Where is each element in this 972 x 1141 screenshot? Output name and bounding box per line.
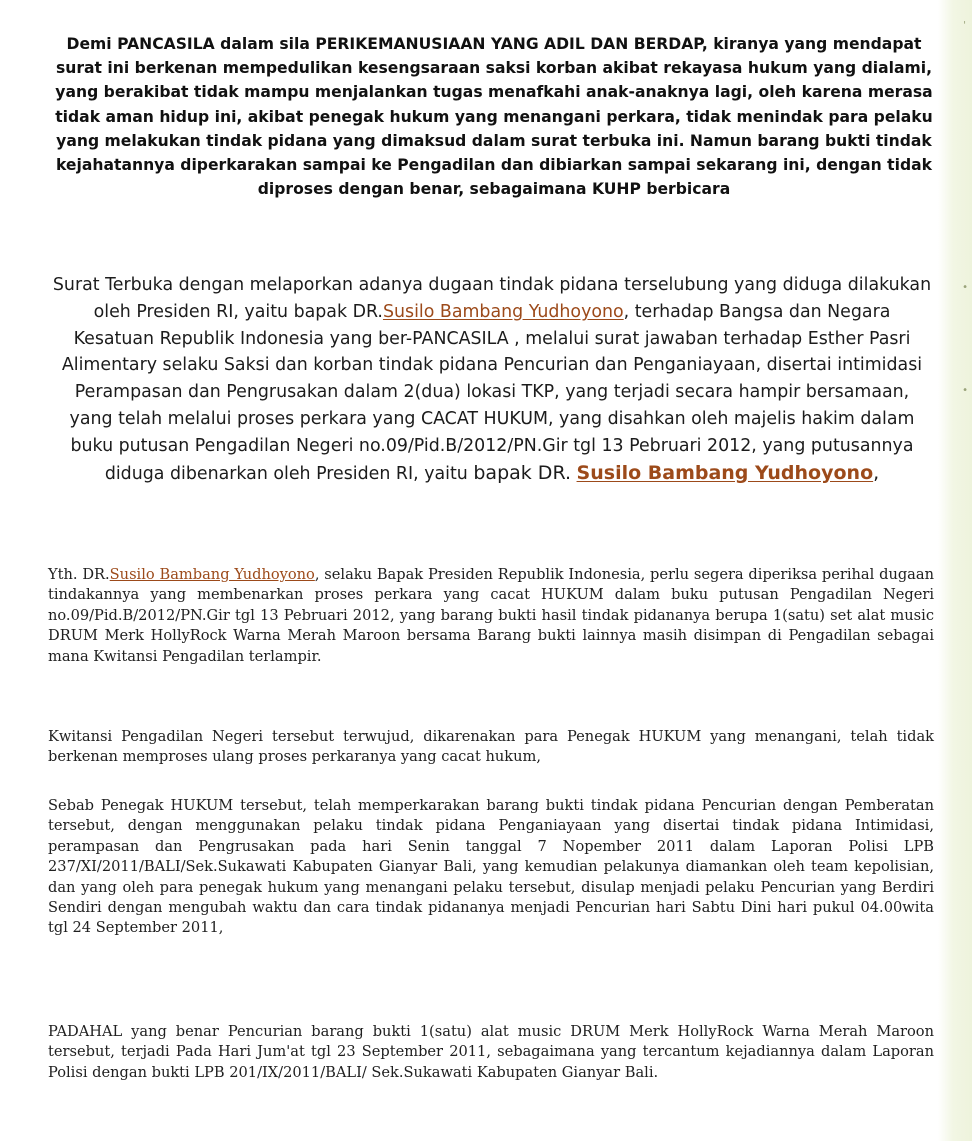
president-name-link[interactable]: Susilo Bambang Yudhoyono (109, 566, 315, 583)
edge-mark: ' (963, 20, 966, 31)
correction-paragraph (48, 1022, 934, 1083)
receipt-text: Kwitansi Pengadilan Negeri tersebut terwujud, dikarenakan para Penegak HUKUM yang menangani, telah tidak berkenan memproses ulang proses perkaranya yang cacat hukum, (48, 728, 934, 766)
open-letter-text: Surat Terbuka dengan melaporkan adanya dugaan tindak pidana terselubung yang diduga dilakukan oleh Presiden RI, yaitu bapak DR. (52, 275, 932, 322)
reason-paragraph (48, 796, 934, 939)
president-name-link[interactable]: Susilo Bambang Yudhoyono (576, 461, 874, 484)
address-paragraph (48, 565, 934, 667)
address-text: , selaku Bapak Presiden Republik Indonesia, perlu segera diperiksa perihal dugaan tindakannya yang membenarkan proses perkara yang cacat HUKUM dalam buku putusan Pengadilan Negeri no.09/Pid.B/2012/PN.Gir tgl 13 Pebruari 2012, yang barang bukti hasil tindak pidananya berupa 1(satu) set alat music DRUM Merk HollyRock Warna Merah Maroon bersama Barang bukti lainnya masih disimpan di Pengadilan sebagai mana Kwitansi Pengadilan terlampir. (48, 566, 934, 665)
open-letter-tail: bapak DR. (473, 461, 572, 484)
intro-paragraph (55, 32, 933, 201)
president-name-link[interactable]: Susilo Bambang Yudhoyono (382, 301, 624, 322)
page-edge-strip (938, 0, 972, 1141)
open-letter-paragraph (52, 272, 932, 487)
open-letter-tail-comma: , (873, 461, 880, 484)
intro-text: Demi PANCASILA dalam sila PERIKEMANUSIAAN YANG ADIL DAN BERDAP, kiranya yang mendapat surat ini berkenan mempedulikan kesengsaraan saksi korban akibat rekayasa hukum yang dialami, yang berakibat tidak mampu menjalankan tugas menafkahi anak-anaknya lagi, oleh karena merasa tidak aman hidup ini, akibat penegak hukum yang menangani perkara, tidak menindak para pelaku yang melakukan tindak pidana yang dimaksud dalam surat terbuka ini. Namun barang bukti tindak kejahatannya diperkarakan sampai ke Pengadilan dan dibiarkan sampai sekarang ini, dengan tidak diproses dengan benar, sebagaimana KUHP berbicara (55, 35, 933, 199)
edge-mark: • (962, 385, 968, 396)
receipt-paragraph (48, 727, 934, 768)
address-text: Yth. DR. (48, 566, 110, 583)
reason-text: Sebab Penegak HUKUM tersebut, telah memperkarakan barang bukti tindak pidana Pencurian dengan Pemberatan tersebut, dengan menggunakan pelaku tindak pidana Penganiayaan yang disertai tindak pidana Intimidasi, perampasan dan Pengrusakan pada hari Senin tanggal 7 Nopember 2011 dalam Laporan Polisi LPB 237/XI/2011/BALI/Sek.Sukawati Kabupaten Gianyar Bali, yang kemudian pelakunya diamankan oleh team kepolisian, dan yang oleh para penegak hukum yang menangani pelaku tersebut, disulap menjadi pelaku Pencurian yang Berdiri Sendiri dengan mengubah waktu dan cara tindak pidananya menjadi Pencurian hari Sabtu Dini hari pukul 04.00wita tgl 24 September 2011, (48, 797, 934, 937)
open-letter-text: , terhadap Bangsa dan Negara Kesatuan Republik Indonesia yang ber-PANCASILA , melalui surat jawaban terhadap Esther Pasri Alimentary selaku Saksi dan korban tindak pidana Pencurian dan Penganiayaan, disertai intimidasi Perampasan dan Pengrusakan dalam 2(dua) lokasi TKP, yang terjadi secara hampir bersamaan, yang telah melalui proses perkara yang CACAT HUKUM, yang disahkan oleh majelis hakim dalam buku putusan Pengadilan Negeri no.09/Pid.B/2012/PN.Gir tgl 13 Pebruari 2012, yang putusannya diduga dibenarkan oleh Presiden RI, yaitu (61, 301, 923, 484)
correction-text: PADAHAL yang benar Pencurian barang bukti 1(satu) alat music DRUM Merk HollyRock Warna Merah Maroon tersebut, terjadi Pada Hari Jum'at tgl 23 September 2011, sebagaimana yang tercantum kejadiannya dalam Laporan Polisi dengan bukti LPB 201/IX/2011/BALI/ Sek.Sukawati Kabupaten Gianyar Bali. (48, 1023, 934, 1081)
edge-mark: • (962, 282, 968, 293)
